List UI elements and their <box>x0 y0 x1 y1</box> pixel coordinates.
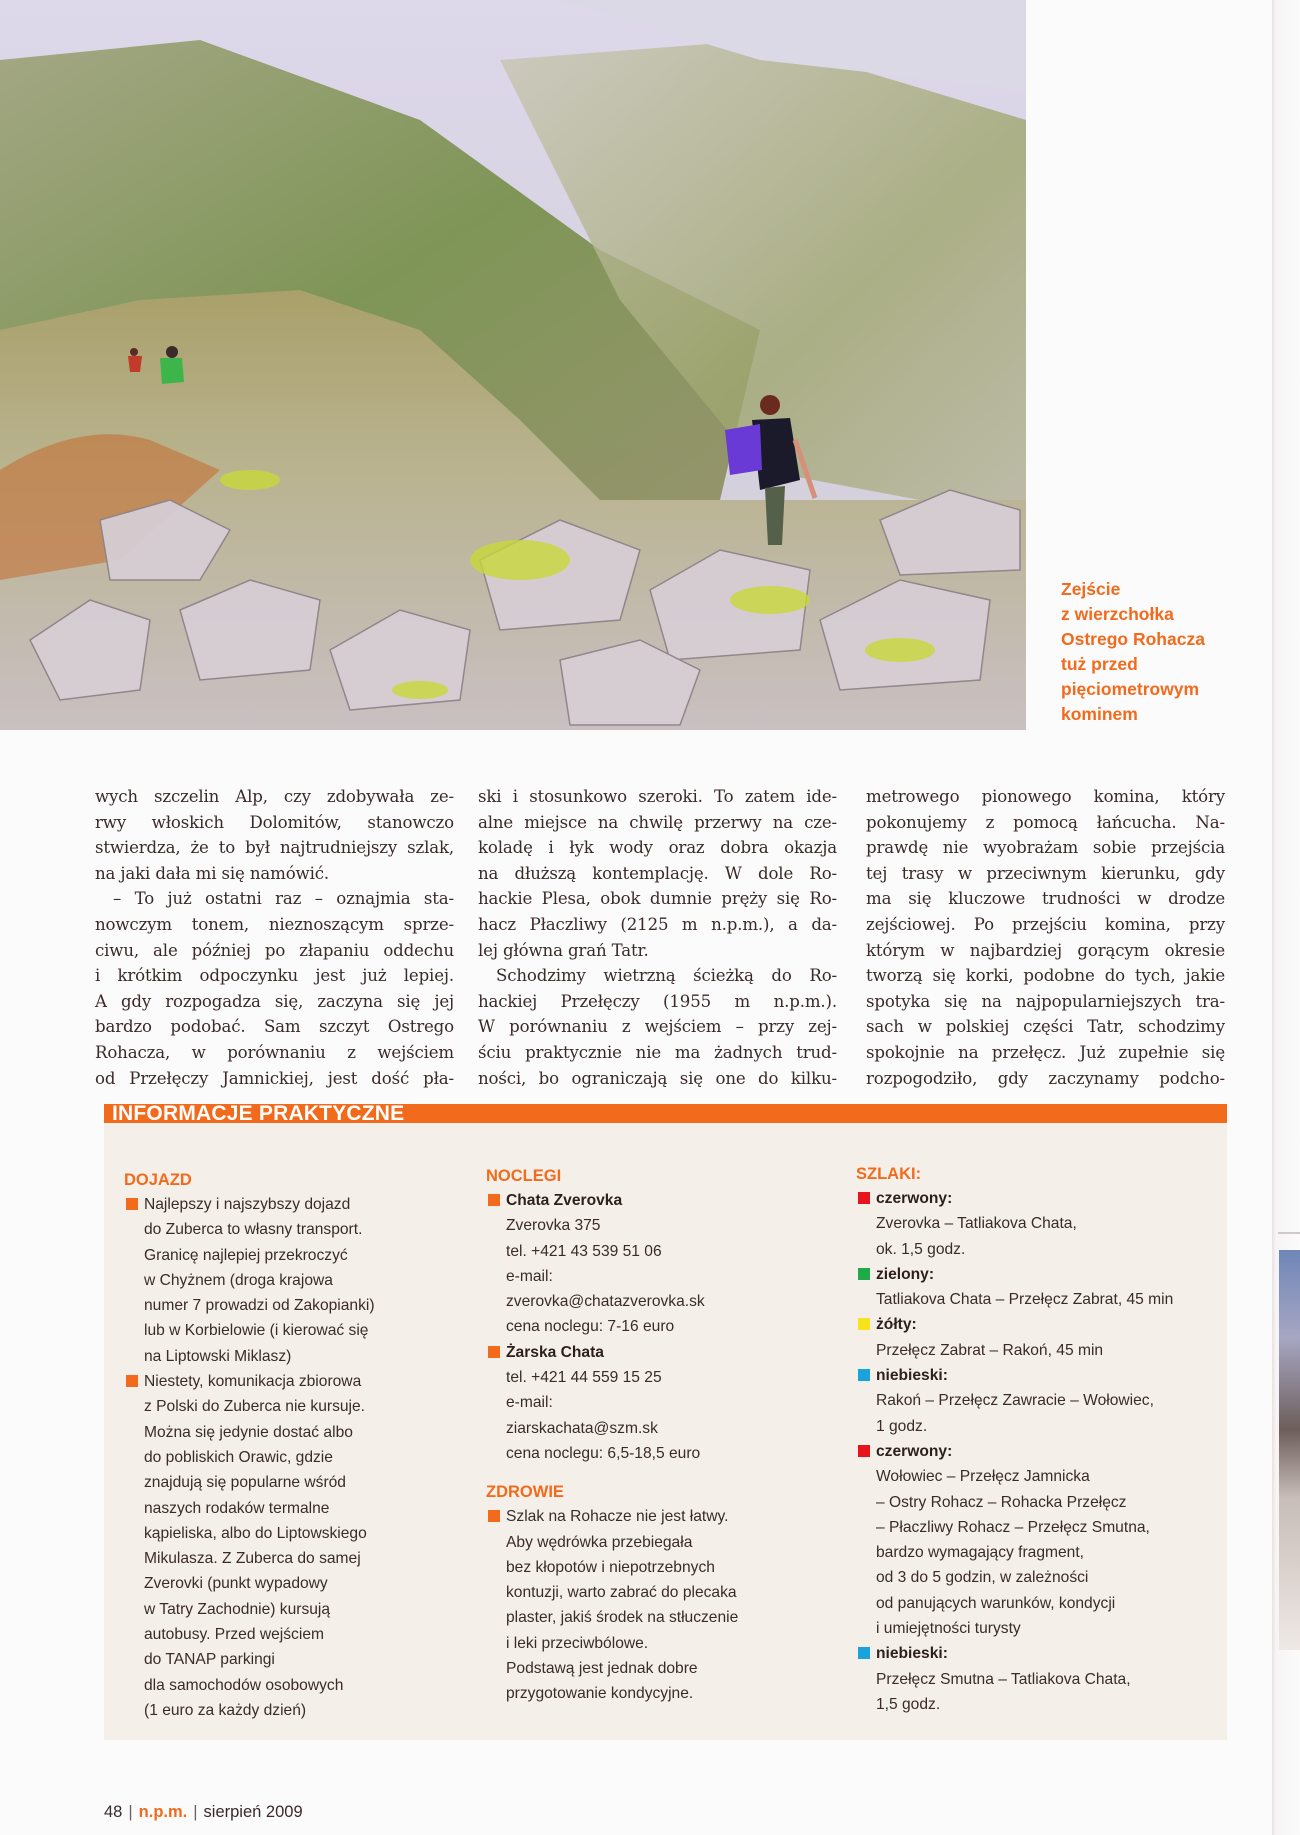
article-line: stwierdza, że to był najtrudniejszy szlak, <box>95 838 454 858</box>
article-line: i krótkim odpoczynku jest już lepiej. <box>95 966 454 986</box>
lodging-name: Chata Zverovka <box>506 1192 623 1209</box>
noclegi-list <box>486 1188 816 1466</box>
article-line: ski i stosunkowo szeroki. To zatem ide- <box>478 787 837 806</box>
info-line: do pobliskich Orawic, gdzie <box>144 1448 333 1466</box>
info-list-item <box>856 1439 1216 1641</box>
info-line: ok. 1,5 godz. <box>876 1240 966 1258</box>
article-line: hackiej Przełęczy (1955 m n.p.m.). <box>478 991 837 1011</box>
info-line: przygotowanie kondycyjne. <box>506 1685 694 1703</box>
info-line: Najlepszy i najszybszy dojazd <box>144 1196 351 1213</box>
caption-line: tuż przed <box>1061 654 1138 674</box>
info-line: Przełęcz Zabrat – Rakoń, 45 min <box>876 1341 1104 1359</box>
info-list-item <box>856 1262 1216 1313</box>
szlaki-section <box>856 1162 1216 1717</box>
article-column-1 <box>95 784 454 1091</box>
article-line: ności, bo ograniczają się one do kilku- <box>478 1068 837 1088</box>
info-line: w Tatry Zachodnie) kursują <box>144 1600 331 1618</box>
article-line: ma się kluczowe trudności w drodze <box>866 889 1225 909</box>
info-line: Mikulasza. Z Zuberca do samej <box>144 1550 361 1568</box>
info-line: e-mail: <box>506 1267 553 1285</box>
article-line: tej trasy w przeciwnym kierunku, gdy <box>866 863 1225 883</box>
page-number: 48 <box>104 1803 123 1821</box>
article-line: ściu praktycznie nie ma żadnych trud- <box>478 1042 837 1062</box>
info-line: bardzo wymagający fragment, <box>876 1544 1085 1562</box>
info-line: lub w Korbielowie (i kierować się <box>144 1322 369 1340</box>
szlaki-heading: SZLAKI: <box>856 1165 922 1183</box>
article-line: nowczym tonem, nieznoszącym sprze- <box>95 914 454 934</box>
info-list-item <box>124 1369 454 1723</box>
article-line: rwy włoskich Dolomitów, stanowczo <box>95 812 454 832</box>
bullet-square-icon <box>488 1510 500 1522</box>
info-list-item <box>856 1312 1216 1363</box>
lodging-name: Żarska Chata <box>506 1343 604 1361</box>
article-column-3 <box>866 784 1225 1091</box>
info-list-item <box>124 1192 454 1369</box>
next-page-photo-edge <box>1279 1250 1300 1650</box>
bullet-square-icon <box>858 1268 870 1280</box>
trail-color-label: czerwony: <box>876 1190 953 1207</box>
caption-line: pięciometrowym <box>1061 679 1200 699</box>
info-line: od panujących warunków, kondycji <box>876 1594 1116 1612</box>
info-line: znajdują się popularne wśród <box>144 1474 346 1492</box>
bullet-square-icon <box>858 1192 870 1204</box>
info-list-item <box>486 1188 816 1340</box>
article-line: koladę i łyk wody oraz dobra okazja <box>478 838 837 858</box>
bullet-square-icon <box>858 1445 870 1457</box>
info-line: od 3 do 5 godzin, w zależności <box>876 1569 1089 1587</box>
info-line: Szlak na Rohacze nie jest łatwy. <box>506 1508 729 1526</box>
dojazd-heading: DOJAZD <box>124 1171 192 1189</box>
article-line: metrowego pionowego komina, który <box>866 787 1225 806</box>
article-line: wych szczelin Alp, czy zdobywała ze- <box>95 787 454 806</box>
zdrowie-heading: ZDROWIE <box>486 1483 564 1502</box>
info-line: na Liptowski Miklasz) <box>144 1347 292 1365</box>
trail-color-label: niebieski: <box>876 1367 948 1385</box>
info-line: Rakoń – Przełęcz Zawracie – Wołowiec, <box>876 1392 1154 1410</box>
info-line: Podstawą jest jednak dobre <box>506 1660 698 1678</box>
info-line: Granicę najlepiej przekroczyć <box>144 1246 348 1264</box>
info-line: plaster, jakiś środek na stłuczenie <box>506 1609 739 1627</box>
info-line: bez kłopotów i niepotrzebnych <box>506 1558 715 1576</box>
info-line: kontuzji, warto zabrać do plecaka <box>506 1584 737 1602</box>
trail-color-label: czerwony: <box>876 1442 953 1460</box>
article-line: bardzo podobać. Sam szczyt Ostrego <box>95 1017 454 1037</box>
info-line: – Płaczliwy Rohacz – Przełęcz Smutna, <box>876 1518 1150 1536</box>
info-line: tel. +421 43 539 51 06 <box>506 1242 662 1260</box>
info-line: 1,5 godz. <box>876 1695 941 1713</box>
article-line: lej główna grań Tatr. <box>478 940 649 960</box>
article-line: prawdę nie wyobrażam sobie przejścia <box>866 838 1225 858</box>
bullet-square-icon <box>126 1198 138 1210</box>
article-line: pokonujemy z pomocą łańcucha. Na- <box>866 812 1225 832</box>
next-page-rule <box>1278 1232 1300 1234</box>
article-line: którym w najbardziej gorącym okresie <box>866 940 1225 960</box>
info-line: do TANAP parkingi <box>144 1651 275 1669</box>
caption-line: Ostrego Rohacza <box>1061 629 1205 649</box>
article-line: sach w polskiej części Tatr, schodzimy <box>866 1017 1225 1037</box>
info-line: 1 godz. <box>876 1417 928 1435</box>
article-line: spokojnie na przełęcz. Już zupełnie się <box>866 1042 1225 1062</box>
noclegi-section <box>486 1164 816 1707</box>
info-line: Można się jedynie dostać albo <box>144 1423 353 1441</box>
article-line: alne miejsce na chwilę przerwy na cze- <box>478 812 837 832</box>
trail-color-label: żółty: <box>876 1316 917 1334</box>
bullet-square-icon <box>858 1318 870 1330</box>
article-line: rozpogodziło, gdy zaczynamy podcho- <box>866 1068 1225 1088</box>
info-line: autobusy. Przed wejściem <box>144 1626 324 1644</box>
info-line: Zverovka – Tatliakova Chata, <box>876 1215 1077 1233</box>
info-line: Wołowiec – Przełęcz Jamnicka <box>876 1468 1090 1486</box>
info-line: Zverovka 375 <box>506 1217 601 1235</box>
info-line: naszych rodaków termalne <box>144 1499 330 1517</box>
info-line: kąpieliska, albo do Liptowskiego <box>144 1524 367 1542</box>
caption-line: z wierzchołka <box>1061 604 1174 624</box>
info-line: cena noclegu: 7-16 euro <box>506 1318 675 1336</box>
info-line: e-mail: <box>506 1394 553 1412</box>
info-line: tel. +421 44 559 15 25 <box>506 1369 662 1387</box>
dojazd-list <box>124 1192 454 1723</box>
szlaki-list <box>856 1186 1216 1717</box>
info-line: Przełęcz Smutna – Tatliakova Chata, <box>876 1670 1131 1688</box>
info-line: z Polski do Zuberca nie kursuje. <box>144 1398 366 1416</box>
info-line: Aby wędrówka przebiegała <box>506 1533 693 1551</box>
mountain-photo <box>0 0 1026 730</box>
info-line: i umiejętności turysty <box>876 1620 1021 1638</box>
bullet-square-icon <box>126 1375 138 1387</box>
article-line: A gdy rozpogadza się, zaczyna się jej <box>95 991 454 1011</box>
info-line: Zverovki (punkt wypadowy <box>144 1575 328 1593</box>
info-line: ziarskachata@szm.sk <box>506 1419 658 1437</box>
info-list-item <box>856 1641 1216 1717</box>
article-line: spotyka się na najpopularniejszych tra- <box>866 991 1225 1011</box>
issue-date: sierpień 2009 <box>203 1803 303 1821</box>
zdrowie-list <box>486 1504 816 1706</box>
info-list-item <box>486 1340 816 1466</box>
caption-line: kominem <box>1061 704 1138 724</box>
info-title: INFORMACJE PRAKTYCZNE <box>112 1102 405 1125</box>
article-line: na dłuższą kontemplację. W dole Ro- <box>478 863 837 883</box>
photo-illustration <box>0 0 1026 730</box>
article-line: ciwu, ale później po złapaniu oddechu <box>95 940 454 960</box>
article-line: tworzą się korki, podobne do tych, jakie <box>866 966 1225 986</box>
article-line: Schodzimy wietrzną ścieżką do Ro- <box>496 966 837 986</box>
dojazd-section <box>124 1168 454 1723</box>
article-line: zejściowej. Po przejściu komina, przy <box>866 914 1225 934</box>
bullet-square-icon <box>858 1369 870 1381</box>
info-line: numer 7 prowadzi od Zakopianki) <box>144 1297 375 1315</box>
info-line: Niestety, komunikacja zbiorowa <box>144 1373 362 1391</box>
footer-separator: | <box>193 1803 198 1821</box>
article-line: Rohacza, w porównaniu z wejściem <box>95 1042 454 1062</box>
practical-info-box <box>104 1104 1227 1740</box>
info-line: – Ostry Rohacz – Rohacka Przełęcz <box>876 1493 1127 1511</box>
trail-color-label: zielony: <box>876 1265 935 1283</box>
info-list-item <box>486 1504 816 1706</box>
bullet-square-icon <box>488 1194 500 1206</box>
article-line: na jaki dała mi się namówić. <box>95 863 330 883</box>
footer-separator: | <box>128 1803 133 1821</box>
page-footer <box>104 1803 303 1822</box>
info-line: Tatliakova Chata – Przełęcz Zabrat, 45 min <box>876 1291 1174 1309</box>
info-line: dla samochodów osobowych <box>144 1676 344 1694</box>
article-line: W porównaniu z wejściem – przy zej- <box>478 1017 837 1037</box>
article-column-2 <box>478 784 837 1091</box>
info-line: (1 euro za każdy dzień) <box>144 1701 307 1719</box>
info-line: i leki przeciwbólowe. <box>506 1634 649 1652</box>
info-title-bar <box>104 1104 1227 1123</box>
info-line: w Chyżnem (droga krajowa <box>144 1271 333 1289</box>
article-line: od Przełęczy Jamnickiej, jest dość pła- <box>95 1068 454 1088</box>
info-list-item <box>856 1363 1216 1439</box>
trail-color-label: niebieski: <box>876 1645 948 1663</box>
bullet-square-icon <box>858 1647 870 1659</box>
article-line: hacz Płaczliwy (2125 m n.p.m.), a da- <box>478 914 837 934</box>
noclegi-heading: NOCLEGI <box>486 1167 562 1185</box>
info-line: zverovka@chatazverovka.sk <box>506 1293 705 1311</box>
info-line: do Zuberca to własny transport. <box>144 1221 363 1239</box>
info-line: cena noclegu: 6,5-18,5 euro <box>506 1444 701 1462</box>
article-line: – To już ostatni raz – oznajmia sta- <box>113 889 454 909</box>
photo-caption <box>1061 577 1261 727</box>
magazine-name: n.p.m. <box>138 1803 188 1821</box>
caption-line: Zejście <box>1061 579 1121 599</box>
article-line: hackie Plesa, obok dumnie pręży się Ro- <box>478 889 837 909</box>
bullet-square-icon <box>488 1346 500 1358</box>
info-list-item <box>856 1186 1216 1262</box>
